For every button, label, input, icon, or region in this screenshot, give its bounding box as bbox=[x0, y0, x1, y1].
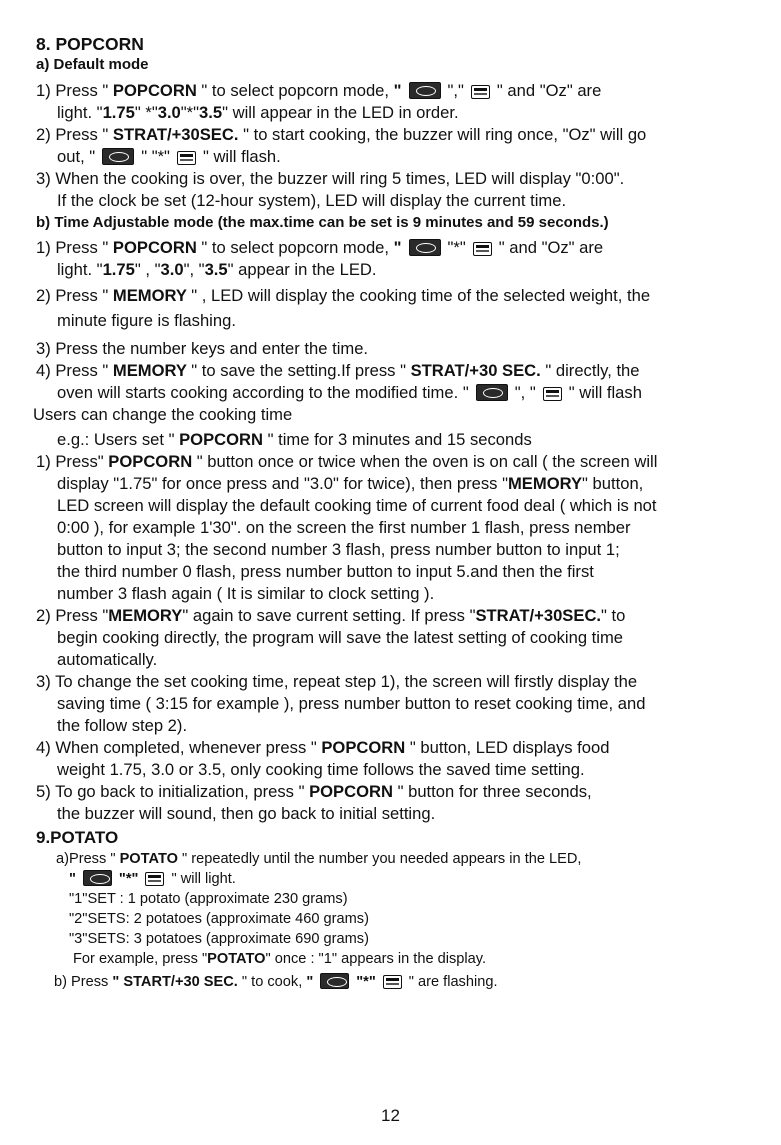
step-c2-line2: begin cooking directly, the program will save the latest setting of cooking time bbox=[57, 628, 624, 647]
potato-set-2: "2"SETS: 2 potatoes (approximate 460 grams) bbox=[69, 911, 369, 927]
step-c1-line4: 0:00 ), for example 1'30". on the screen the first number 1 flash, press nember bbox=[57, 518, 631, 537]
step-c5: 5) To go back to initialization, press " POPCORN " button for three seconds, bbox=[36, 782, 592, 801]
fan-icon bbox=[102, 148, 134, 165]
step-c1-line6: the third number 0 flash, press number button to input 5.and then the first bbox=[57, 562, 594, 581]
step-c3-line2: saving time ( 3:15 for example ), press number button to reset cooking time, and bbox=[57, 694, 646, 713]
step-a3-line2: If the clock be set (12-hour system), LED will display the current time. bbox=[57, 191, 567, 210]
step-b3: 3) Press the number keys and enter the time. bbox=[36, 339, 369, 358]
step-c2: 2) Press "MEMORY" again to save current setting. If press "STRAT/+30SEC." to bbox=[36, 606, 626, 625]
step-b1-line2: light. "1.75" , "3.0", "3.5" appear in the LED. bbox=[57, 260, 377, 279]
auto-icon bbox=[471, 85, 490, 99]
step-b2-line2: minute figure is flashing. bbox=[57, 311, 236, 330]
step-b1: 1) Press " POPCORN " to select popcorn mode, " "*" " and "Oz" are bbox=[36, 238, 604, 257]
subsection-a-title: a) Default mode bbox=[36, 56, 149, 73]
fan-icon bbox=[83, 870, 112, 886]
potato-step-a: a)Press " POTATO " repeatedly until the number you needed appears in the LED, bbox=[56, 851, 582, 867]
fan-icon bbox=[320, 973, 349, 989]
auto-icon bbox=[473, 242, 492, 256]
potato-step-a-line2: " "*" " will light. bbox=[69, 871, 236, 887]
step-a1-line2: light. "1.75" *"3.0"*"3.5" will appear in the LED in order. bbox=[57, 103, 459, 122]
potato-example: For example, press "POTATO" once : "1" appears in the display. bbox=[73, 951, 487, 967]
subsection-b-title: b) Time Adjustable mode (the max.time can be set is 9 minutes and 59 seconds.) bbox=[36, 214, 609, 231]
page-number: 12 bbox=[381, 1106, 400, 1125]
manual-page bbox=[33, 34, 781, 992]
step-a3: 3) When the cooking is over, the buzzer will ring 5 times, LED will display "0:00". bbox=[36, 169, 625, 188]
potato-step-b: b) Press " START/+30 SEC. " to cook, " "*" " are flashing. bbox=[54, 974, 498, 990]
step-a2-line2: out, " " "*" " will flash. bbox=[57, 147, 281, 166]
section-9-title: 9.POTATO bbox=[36, 828, 119, 847]
example-line: e.g.: Users set " POPCORN " time for 3 minutes and 15 seconds bbox=[57, 430, 532, 449]
section-8-title: 8. POPCORN bbox=[36, 34, 144, 54]
step-c5-line2: the buzzer will sound, then go back to initial setting. bbox=[57, 804, 436, 823]
auto-icon bbox=[543, 387, 562, 401]
step-b4-line2: oven will starts cooking according to the modified time. " ", " " will flash bbox=[57, 383, 642, 402]
step-c1: 1) Press" POPCORN " button once or twice when the oven is on call ( the screen will bbox=[36, 452, 658, 471]
fan-icon bbox=[409, 239, 441, 256]
step-c1-line2: display "1.75" for once press and "3.0" for twice), then press "MEMORY" button, bbox=[57, 474, 644, 493]
step-c3: 3) To change the set cooking time, repeat step 1), the screen will firstly display the bbox=[36, 672, 638, 691]
fan-icon bbox=[476, 384, 508, 401]
auto-icon bbox=[177, 151, 196, 165]
step-b4: 4) Press " MEMORY " to save the setting.If press " STRAT/+30 SEC. " directly, the bbox=[36, 361, 640, 380]
auto-icon bbox=[383, 975, 402, 989]
step-c3-line3: the follow step 2). bbox=[57, 716, 188, 735]
fan-icon bbox=[409, 82, 441, 99]
auto-icon bbox=[145, 872, 164, 886]
users-note: Users can change the cooking time bbox=[33, 405, 293, 424]
step-c4: 4) When completed, whenever press " POPCORN " button, LED displays food bbox=[36, 738, 610, 757]
step-a2: 2) Press " STRAT/+30SEC. " to start cooking, the buzzer will ring once, "Oz" will go bbox=[36, 125, 647, 144]
step-c2-line3: automatically. bbox=[57, 650, 158, 669]
step-c4-line2: weight 1.75, 3.0 or 3.5, only cooking time follows the saved time setting. bbox=[57, 760, 585, 779]
step-c1-line5: button to input 3; the second number 3 flash, press number button to input 1; bbox=[57, 540, 620, 559]
step-c1-line7: number 3 flash again ( It is similar to clock setting ). bbox=[57, 584, 435, 603]
potato-set-1: "1"SET : 1 potato (approximate 230 grams) bbox=[69, 891, 348, 907]
step-c1-line3: LED screen will display the default cooking time of current food deal ( which is not bbox=[57, 496, 657, 515]
step-a1: 1) Press " POPCORN " to select popcorn mode, " "," " and "Oz" are bbox=[36, 81, 602, 100]
step-b2: 2) Press " MEMORY " , LED will display the cooking time of the selected weight, the bbox=[36, 286, 651, 305]
potato-set-3: "3"SETS: 3 potatoes (approximate 690 grams) bbox=[69, 931, 369, 947]
